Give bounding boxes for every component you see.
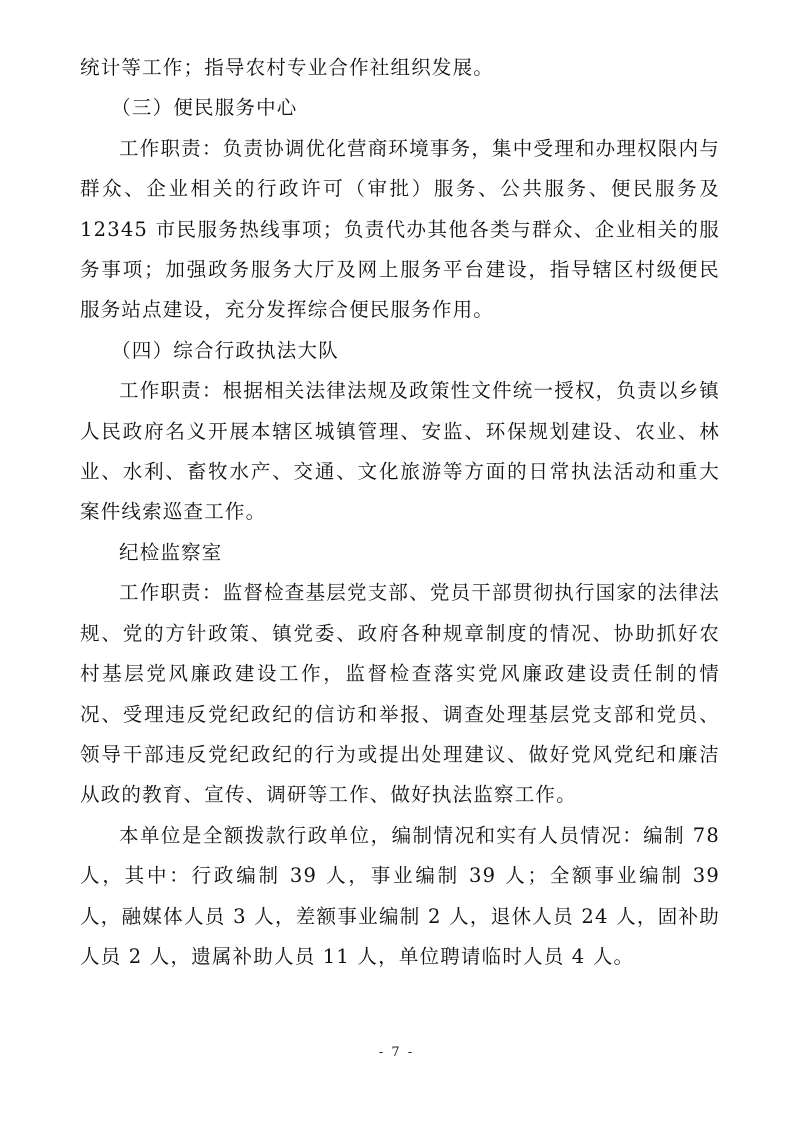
paragraph-law-enforcement-duties: 工作职责：根据相关法律法规及政策性文件统一授权，负责以乡镇人民政府名义开展本辖区城镇管理、安监、环保规划建设、农业、林业、水利、畜牧水产、交通、文化旅游等方面的日常执法活动和重大案件线索巡查工作。 xyxy=(80,379,720,524)
paragraph-service-center-duties: 工作职责：负责协调优化营商环境事务，集中受理和办理权限内与群众、企业相关的行政许可（审批）服务、公共服务、便民服务及 12345 市民服务热线事项；负责代办其他各类与群众、企业相关的服务事项；加强政务服务大厅及网上服务平台建设，指导辖区村级便民服务站点建设，充分发挥综合便民服务作用。 xyxy=(80,136,720,322)
paragraph-continuation: 统计等工作；指导农村专业合作社组织发展。 xyxy=(80,56,495,79)
paragraph-staffing: 本单位是全额拨款行政单位，编制情况和实有人员情况：编制 78 人，其中：行政编制 39 人，事业编制 39 人；全额事业编制 39 人，融媒体人员 3 人，差额事业编制 2 人，退休人员 24 人，固补助人员 2 人，遗属补助人员 11 人，单位聘请临时人员 4 人。 xyxy=(80,823,720,968)
section-heading-law-enforcement: （四）综合行政执法大队 xyxy=(111,338,339,362)
page-number: - 7 - xyxy=(378,1045,415,1060)
section-heading-discipline-inspection: 纪检监察室 xyxy=(119,540,223,564)
paragraph-discipline-inspection-duties: 工作职责：监督检查基层党支部、党员干部贯彻执行国家的法律法规、党的方针政策、镇党委、政府各种规章制度的情况、协助抓好农村基层党风廉政建设工作，监督检查落实党风廉政建设责任制的情况、受理违反党纪政纪的信访和举报、调查处理基层党支部和党员、领导干部违反党纪政纪的行为或提出处理建议、做好党风党纪和廉洁从政的教育、宣传、调研等工作、做好执法监察工作。 xyxy=(80,581,720,807)
document-body xyxy=(80,48,720,977)
section-heading-service-center: （三）便民服务中心 xyxy=(111,96,298,120)
